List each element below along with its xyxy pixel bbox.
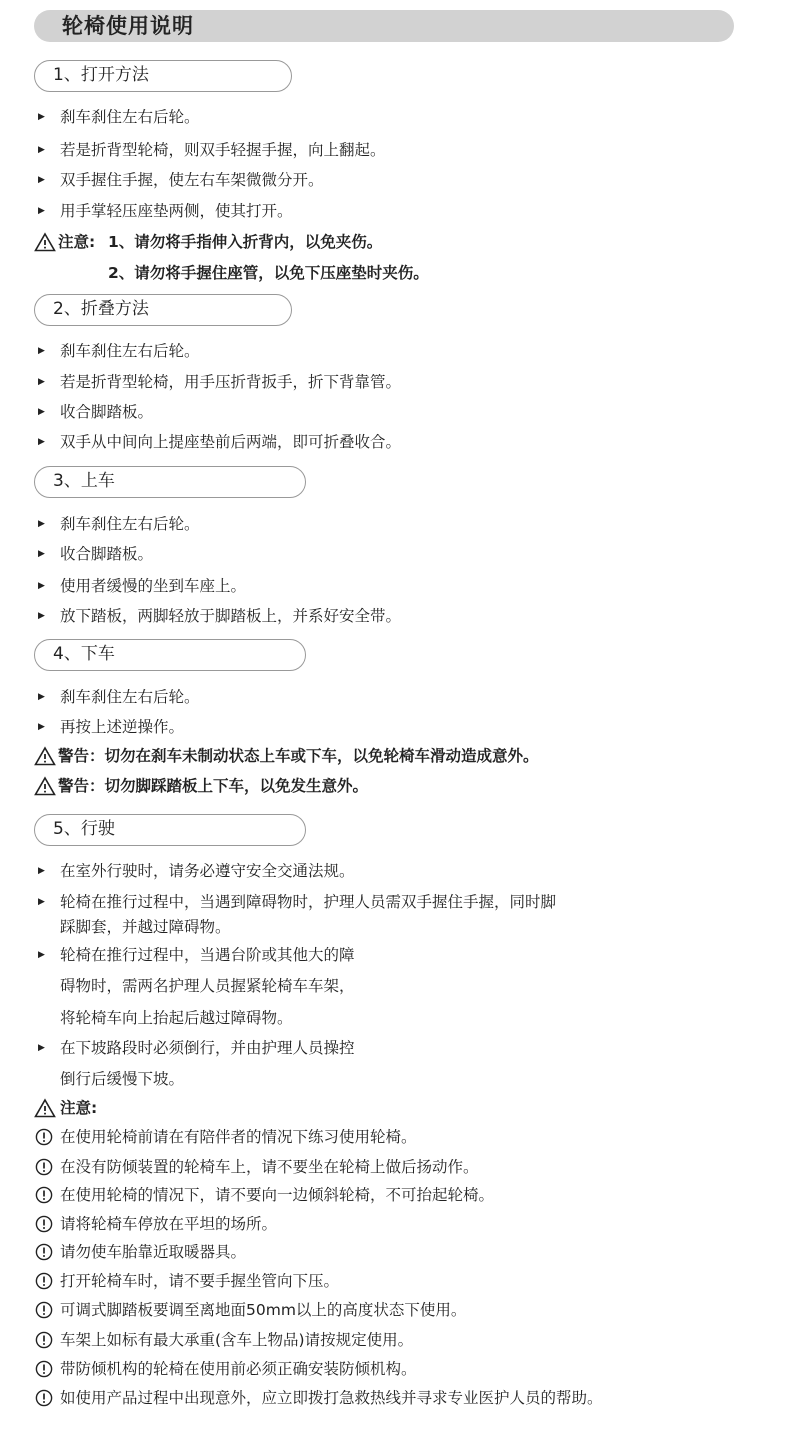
list-item-continued: 碍物时，需两名护理人员握紧轮椅车车架， xyxy=(60,977,355,995)
list-item: 收合脚踏板。 xyxy=(60,545,154,563)
list-item: 放下踏板，两脚轻放于脚踏板上，并系好安全带。 xyxy=(60,607,402,625)
triangle-bullet-icon: ▶ xyxy=(38,581,45,591)
warning-triangle-icon xyxy=(34,1098,56,1118)
list-item: 刹车刹住左右后轮。 xyxy=(60,515,200,533)
list-item: 轮椅在推行过程中，当遇台阶或其他大的障 xyxy=(60,946,355,964)
list-item: 用手掌轻压座垫两侧，使其打开。 xyxy=(60,202,293,220)
triangle-bullet-icon: ▶ xyxy=(38,175,45,185)
list-item: 在下坡路段时必须倒行，并由护理人员操控 xyxy=(60,1039,355,1057)
section-heading: 1、打开方法 xyxy=(53,65,149,85)
triangle-bullet-icon: ▶ xyxy=(38,722,45,732)
note-item: 带防倾机构的轮椅在使用前必须正确安装防倾机构。 xyxy=(60,1360,417,1378)
triangle-bullet-icon: ▶ xyxy=(38,611,45,621)
note-item: 车架上如标有最大承重(含车上物品)请按规定使用。 xyxy=(60,1331,414,1349)
exclamation-circle-icon xyxy=(35,1186,53,1204)
list-item: 使用者缓慢的坐到车座上。 xyxy=(60,577,247,595)
exclamation-circle-icon xyxy=(35,1128,53,1146)
triangle-bullet-icon: ▶ xyxy=(38,346,45,356)
title-bar xyxy=(34,10,734,42)
warning-text: 警告：切勿脚踩踏板上下车，以免发生意外。 xyxy=(58,777,369,795)
list-item: 刹车刹住左右后轮。 xyxy=(60,688,200,706)
note-item: 打开轮椅车时，请不要手握坐管向下压。 xyxy=(60,1272,340,1290)
section-drive-header xyxy=(34,814,306,846)
notes-label: 注意: xyxy=(60,1099,98,1117)
warning-triangle-icon xyxy=(34,776,56,796)
triangle-bullet-icon: ▶ xyxy=(38,112,45,122)
exclamation-circle-icon xyxy=(35,1389,53,1407)
caution-label: 注意: xyxy=(58,233,96,251)
note-item: 请将轮椅车停放在平坦的场所。 xyxy=(60,1215,278,1233)
list-item: 双手从中间向上提座垫前后两端，即可折叠收合。 xyxy=(60,433,402,451)
warning-triangle-icon xyxy=(34,746,56,766)
list-item: 再按上述逆操作。 xyxy=(60,718,185,736)
list-item: 收合脚踏板。 xyxy=(60,403,154,421)
exclamation-circle-icon xyxy=(35,1243,53,1261)
triangle-bullet-icon: ▶ xyxy=(38,866,45,876)
triangle-bullet-icon: ▶ xyxy=(38,407,45,417)
section-heading: 3、上车 xyxy=(53,471,115,491)
section-heading: 5、行驶 xyxy=(53,819,115,839)
triangle-bullet-icon: ▶ xyxy=(38,1043,45,1053)
exclamation-circle-icon xyxy=(35,1301,53,1319)
note-item: 如使用产品过程中出现意外，应立即拨打急救热线并寻求专业医护人员的帮助。 xyxy=(60,1389,603,1407)
list-item: 在室外行驶时，请务必遵守安全交通法规。 xyxy=(60,862,355,880)
list-item: 双手握住手握，使左右车架微微分开。 xyxy=(60,171,324,189)
triangle-bullet-icon: ▶ xyxy=(38,692,45,702)
exclamation-circle-icon xyxy=(35,1331,53,1349)
page-title: 轮椅使用说明 xyxy=(62,14,194,38)
caution-text: 1、请勿将手指伸入折背内，以免夹伤。 xyxy=(108,233,383,251)
triangle-bullet-icon: ▶ xyxy=(38,897,45,907)
section-alight-header xyxy=(34,639,306,671)
exclamation-circle-icon xyxy=(35,1215,53,1233)
section-open-header xyxy=(34,60,292,92)
list-item: 轮椅在推行过程中，当遇到障碍物时，护理人员需双手握住手握，同时脚 xyxy=(60,893,557,911)
section-heading: 2、折叠方法 xyxy=(53,299,149,319)
list-item: 若是折背型轮椅，用手压折背扳手，折下背靠管。 xyxy=(60,373,402,391)
list-item: 若是折背型轮椅，则双手轻握手握，向上翻起。 xyxy=(60,141,386,159)
warning-text: 警告：切勿在刹车未制动状态上车或下车，以免轮椅车滑动造成意外。 xyxy=(58,747,539,765)
list-item-continued: 将轮椅车向上抬起后越过障碍物。 xyxy=(60,1009,293,1027)
triangle-bullet-icon: ▶ xyxy=(38,519,45,529)
caution-text: 2、请勿将手握住座管，以免下压座垫时夹伤。 xyxy=(108,264,429,282)
list-item-continued: 倒行后缓慢下坡。 xyxy=(60,1070,185,1088)
triangle-bullet-icon: ▶ xyxy=(38,950,45,960)
note-item: 在使用轮椅前请在有陪伴者的情况下练习使用轮椅。 xyxy=(60,1128,417,1146)
note-item: 在没有防倾装置的轮椅车上，请不要坐在轮椅上做后扬动作。 xyxy=(60,1158,479,1176)
warning-triangle-icon xyxy=(34,232,56,252)
list-item: 刹车刹住左右后轮。 xyxy=(60,342,200,360)
exclamation-circle-icon xyxy=(35,1272,53,1290)
note-item: 请勿使车胎靠近取暖器具。 xyxy=(60,1243,247,1261)
triangle-bullet-icon: ▶ xyxy=(38,145,45,155)
exclamation-circle-icon xyxy=(35,1158,53,1176)
section-fold-header xyxy=(34,294,292,326)
list-item-continued: 踩脚套，并越过障碍物。 xyxy=(60,918,231,936)
list-item: 刹车刹住左右后轮。 xyxy=(60,108,200,126)
exclamation-circle-icon xyxy=(35,1360,53,1378)
note-item: 可调式脚踏板要调至离地面50mm以上的高度状态下使用。 xyxy=(60,1301,467,1319)
triangle-bullet-icon: ▶ xyxy=(38,377,45,387)
triangle-bullet-icon: ▶ xyxy=(38,206,45,216)
triangle-bullet-icon: ▶ xyxy=(38,549,45,559)
triangle-bullet-icon: ▶ xyxy=(38,437,45,447)
section-board-header xyxy=(34,466,306,498)
section-heading: 4、下车 xyxy=(53,644,115,664)
note-item: 在使用轮椅的情况下，请不要向一边倾斜轮椅，不可抬起轮椅。 xyxy=(60,1186,495,1204)
